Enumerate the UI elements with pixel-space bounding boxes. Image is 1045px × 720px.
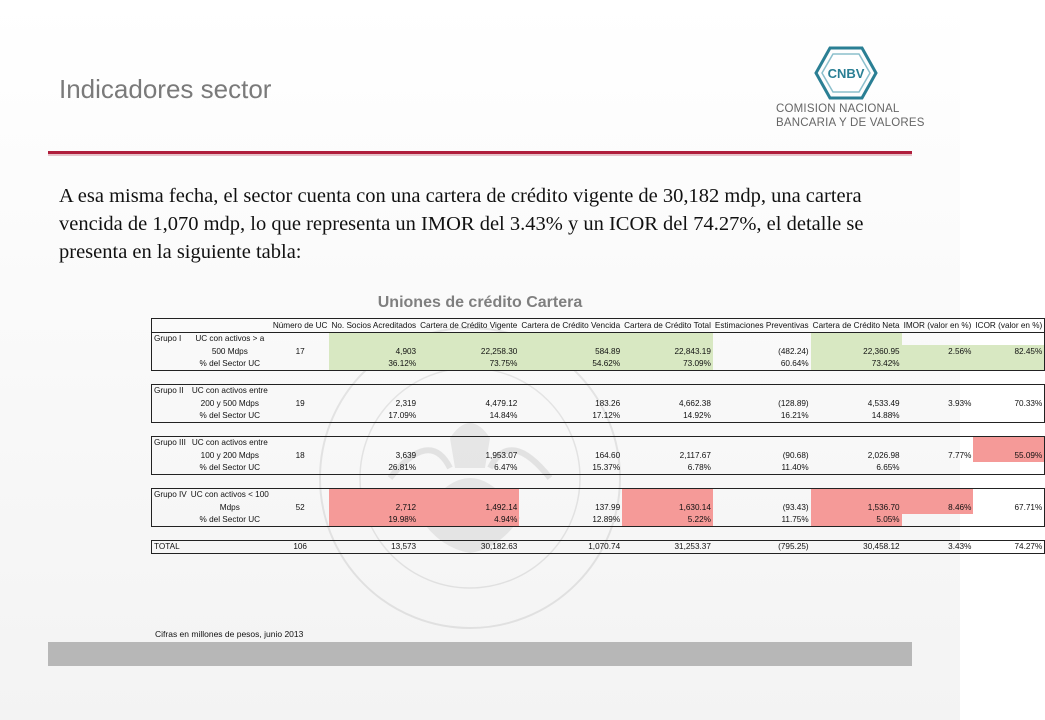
logo-acronym: CNBV — [827, 66, 865, 81]
table-row — [152, 449, 1045, 462]
cell-estimaciones: (482.24) — [778, 346, 809, 356]
cell-icor: 70.33% — [973, 397, 1044, 410]
group-desc: 500 Mdps — [211, 346, 248, 356]
cell-socios: 2,712 — [329, 501, 418, 514]
table-row — [152, 397, 1045, 410]
header-vigente: Cartera de Crédito Vigente — [418, 319, 519, 333]
cell-vencida: 183.26 — [595, 398, 621, 408]
table-row — [152, 462, 1045, 475]
cell-socios: 4,903 — [329, 345, 418, 358]
page-title: Indicadores sector — [59, 74, 272, 104]
pct-label: % del Sector UC — [189, 410, 271, 423]
cell-neta: 22,360.95 — [811, 345, 902, 358]
summary-paragraph: A esa misma fecha, el sector cuenta con una cartera de crédito vigente de 30,182 mdp, una cartera vencida de 1,070 mdp, lo que representa un IMOR del 3.43% y un ICOR del 74.27%, el detalle se presenta en la siguiente tabla: — [59, 185, 864, 263]
table-row — [152, 358, 1045, 371]
header-total: Cartera de Crédito Total — [622, 319, 713, 333]
cell-icor: 55.09% — [973, 449, 1044, 462]
table-title: Uniones de crédito Cartera — [377, 294, 583, 311]
cartera-table — [151, 318, 1045, 554]
group-name: Grupo IV — [152, 488, 189, 501]
cell-vigente: 1,492.14 — [418, 501, 519, 514]
cell-total: 2,117.67 — [679, 450, 711, 460]
cell-pct-total: 14.92% — [622, 410, 713, 423]
table-row — [152, 514, 1045, 527]
table-footnote: Cifras en millones de pesos, junio 2013 — [155, 629, 304, 639]
header-vencida: Cartera de Crédito Vencida — [519, 319, 622, 333]
cnbv-hexagon-logo — [814, 46, 878, 100]
header-num-uc: Número de UC — [271, 319, 330, 333]
table-row — [152, 410, 1045, 423]
cell-pct-neta: 73.42% — [811, 358, 902, 371]
cell-pct-socios: 17.09% — [329, 410, 418, 423]
cell-pct-socios: 26.81% — [329, 462, 418, 475]
cell-pct-estimaciones: 11.75% — [713, 514, 811, 527]
cell-vencida: 164.60 — [595, 450, 621, 460]
cell-estimaciones: (128.89) — [778, 398, 809, 408]
cell-estimaciones: (93.43) — [782, 502, 809, 512]
logo-text — [776, 102, 926, 130]
cell-pct-vencida: 54.62% — [519, 358, 622, 371]
total-neta: 30,458.12 — [811, 540, 902, 554]
group-count: 18 — [295, 450, 305, 460]
cell-pct-neta: 14.88% — [811, 410, 902, 423]
cell-imor: 3.93% — [948, 398, 972, 408]
group-desc: UC con activos entre — [189, 436, 271, 449]
table-row — [152, 345, 1045, 358]
cell-pct-socios: 19.98% — [329, 514, 418, 527]
table-row — [152, 436, 1045, 449]
cell-pct-vigente: 6.47% — [418, 462, 519, 475]
group-desc: 200 y 500 Mdps — [200, 398, 259, 408]
pct-label: % del Sector UC — [189, 358, 271, 371]
cell-total: 1,630.14 — [622, 501, 713, 514]
cell-pct-vigente: 14.84% — [418, 410, 519, 423]
cell-neta: 4,533.49 — [867, 398, 900, 408]
cell-pct-total: 73.09% — [622, 358, 713, 371]
group-count: 19 — [295, 398, 305, 408]
cell-total: 22,843.19 — [622, 345, 713, 358]
group-name: Grupo II — [152, 384, 189, 397]
table-header-row — [152, 319, 1045, 333]
group-count: 17 — [295, 346, 305, 356]
cell-pct-total: 6.78% — [622, 462, 713, 475]
header-icor: ICOR (valor en %) — [973, 319, 1044, 333]
cell-icor: 67.71% — [973, 501, 1044, 514]
cell-pct-vencida: 17.12% — [519, 410, 622, 423]
total-imor: 3.43% — [902, 540, 974, 554]
group-name: Grupo I — [152, 332, 189, 345]
cell-icor: 82.45% — [973, 345, 1044, 358]
cell-pct-vigente: 73.75% — [418, 358, 519, 371]
pct-label: % del Sector UC — [189, 514, 271, 527]
total-vencida: 1,070.74 — [519, 540, 622, 554]
cell-pct-estimaciones: 60.64% — [713, 358, 811, 371]
table-row — [152, 332, 1045, 345]
footer-bar — [48, 642, 912, 666]
table-row — [152, 384, 1045, 397]
cell-neta: 1,536.70 — [811, 501, 902, 514]
cell-pct-vigente: 4.94% — [418, 514, 519, 527]
group-desc: UC con activos entre — [189, 384, 271, 397]
cell-pct-total: 5.22% — [622, 514, 713, 527]
pct-label: % del Sector UC — [189, 462, 271, 475]
header-socios: No. Socios Acreditados — [329, 319, 418, 333]
cell-estimaciones: (90.68) — [782, 450, 809, 460]
table-row — [152, 488, 1045, 501]
cell-imor: 7.77% — [948, 450, 972, 460]
total-total: 31,253.37 — [622, 540, 713, 554]
total-estimaciones: (795.25) — [713, 540, 811, 554]
cell-pct-estimaciones: 16.21% — [713, 410, 811, 423]
cell-pct-neta: 5.05% — [811, 514, 902, 527]
group-desc: UC con activos < 100 — [189, 488, 271, 501]
cell-pct-neta: 6.65% — [811, 462, 902, 475]
cnbv-logo — [776, 46, 926, 136]
cell-socios: 2,319 — [395, 398, 417, 408]
logo-line-2: BANCARIA Y DE VALORES — [776, 117, 925, 129]
group-name: Grupo III — [152, 436, 189, 449]
table-row — [152, 501, 1045, 514]
title-divider-shadow — [48, 154, 912, 156]
header-imor: IMOR (valor en %) — [902, 319, 974, 333]
table-total-row — [152, 540, 1045, 554]
cell-imor: 2.56% — [902, 345, 974, 358]
total-vigente: 30,182.63 — [418, 540, 519, 554]
cell-vencida: 137.99 — [595, 502, 621, 512]
cell-neta: 2,026.98 — [867, 450, 900, 460]
cell-imor: 8.46% — [902, 501, 974, 514]
cell-pct-vencida: 12.89% — [519, 514, 622, 527]
cell-vigente: 22,258.30 — [418, 345, 519, 358]
group-desc: Mdps — [219, 502, 240, 512]
group-desc: UC con activos > a — [189, 332, 271, 345]
cartera-table-container — [151, 318, 1043, 643]
cell-socios: 3,639 — [395, 450, 417, 460]
group-desc: 100 y 200 Mdps — [200, 450, 259, 460]
cell-vigente: 4,479.12 — [485, 398, 518, 408]
total-icor: 74.27% — [973, 540, 1044, 554]
total-socios: 13,573 — [329, 540, 418, 554]
header-estimaciones: Estimaciones Preventivas — [713, 319, 811, 333]
total-label: TOTAL — [152, 540, 189, 554]
cell-pct-vencida: 15.37% — [519, 462, 622, 475]
cell-pct-socios: 36.12% — [329, 358, 418, 371]
logo-line-1: COMISION NACIONAL — [776, 103, 900, 115]
group-count: 52 — [295, 502, 305, 512]
total-count: 106 — [271, 540, 330, 554]
cell-total: 4,662.38 — [679, 398, 711, 408]
cell-vigente: 1,953.07 — [485, 450, 518, 460]
cell-pct-estimaciones: 11.40% — [713, 462, 811, 475]
cell-vencida: 584.89 — [519, 345, 622, 358]
header-neta: Cartera de Crédito Neta — [811, 319, 902, 333]
